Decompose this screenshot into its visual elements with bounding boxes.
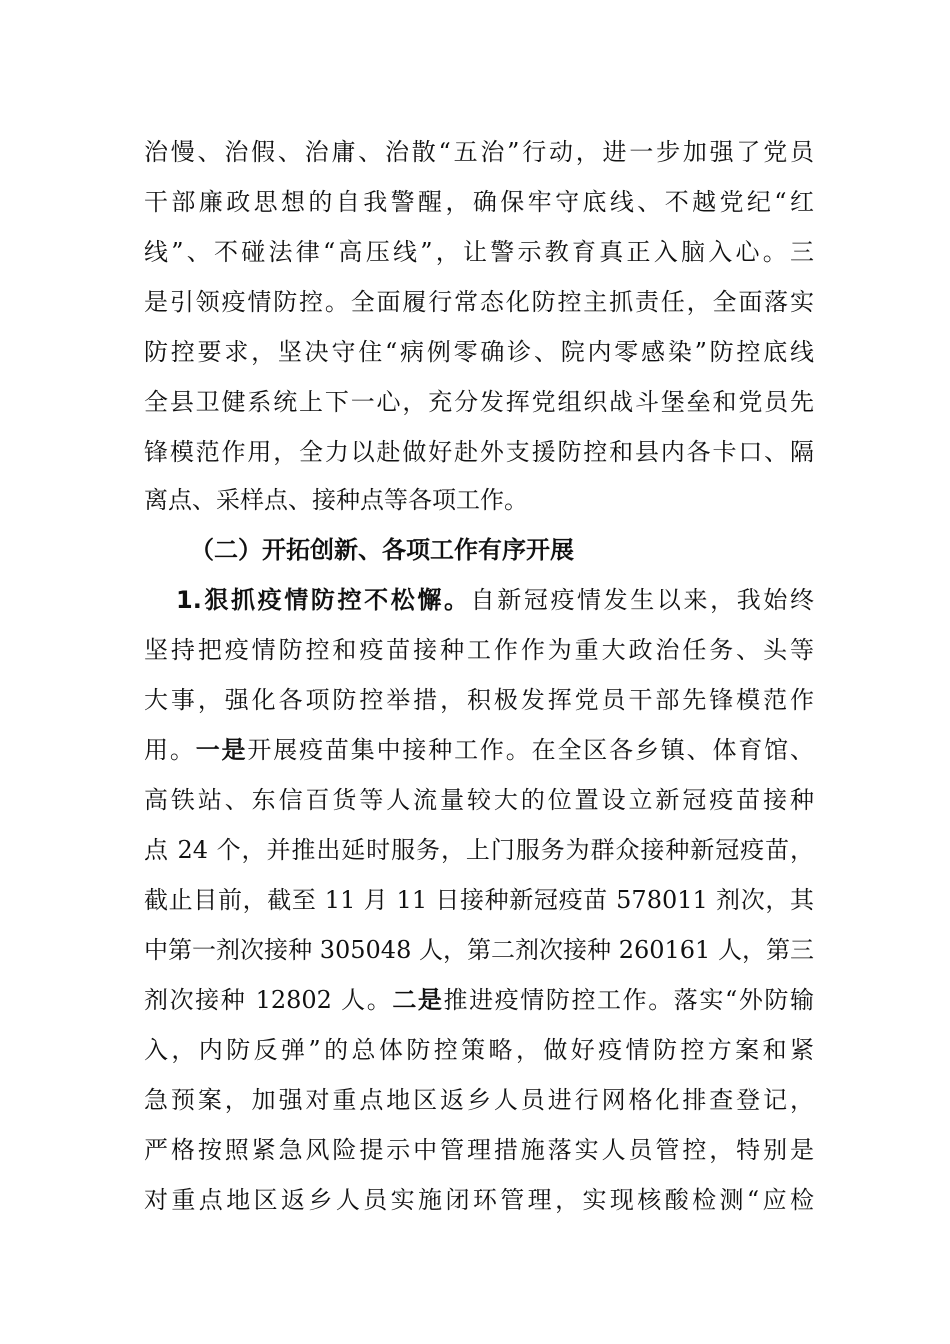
paragraph-line: 防控要求，坚决守住“病例零确诊、院内零感染”防控底线 xyxy=(144,338,814,366)
paragraph-line: 急预案，加强对重点地区返乡人员进行网格化排查登记， xyxy=(144,1086,814,1114)
item-text: 自新冠疫情发生以来，我始终 xyxy=(470,586,814,614)
paragraph-line: 严格按照紧急风险提示中管理措施落实人员管控，特别是 xyxy=(144,1136,814,1164)
paragraph-line xyxy=(144,728,814,772)
emphasis-label: 二是 xyxy=(392,986,444,1014)
paragraph-line: 截止目前，截至 11 月 11 日接种新冠疫苗 578011 剂次，其 xyxy=(144,886,814,914)
paragraph-line: 治慢、治假、治庸、治散“五治”行动，进一步加强了党员 xyxy=(144,138,814,166)
paragraph-line: 干部廉政思想的自我警醒，确保牢守底线、不越党纪“红 xyxy=(144,188,814,216)
paragraph-line: 点 24 个，并推出延时服务，上门服务为群众接种新冠疫苗， xyxy=(144,836,814,864)
paragraph-line: 大事，强化各项防控举措，积极发挥党员干部先锋模范作 xyxy=(144,686,814,714)
paragraph-line: 离点、采样点、接种点等各项工作。 xyxy=(144,486,528,514)
text-run: 用。 xyxy=(144,736,196,764)
paragraph-line: 坚持把疫情防控和疫苗接种工作作为重大政治任务、头等 xyxy=(144,636,814,664)
section-heading: （二）开拓创新、各项工作有序开展 xyxy=(190,536,574,564)
paragraph-line: 是引领疫情防控。全面履行常态化防控主抓责任，全面落实 xyxy=(144,288,814,316)
text-run: 剂次接种 12802 人。 xyxy=(144,986,393,1014)
paragraph-line xyxy=(144,978,814,1022)
paragraph-line: 全县卫健系统上下一心，充分发挥党组织战斗堡垒和党员先 xyxy=(144,388,814,416)
emphasis-label: 一是 xyxy=(195,736,248,764)
paragraph-line: 入，内防反弹”的总体防控策略，做好疫情防控方案和紧 xyxy=(144,1036,814,1064)
item-heading-line xyxy=(176,578,814,622)
paragraph-line: 线”、不碰法律“高压线”，让警示教育真正入脑入心。三 xyxy=(144,238,814,266)
paragraph-line: 对重点地区返乡人员实施闭环管理，实现核酸检测“应检 xyxy=(144,1186,814,1214)
paragraph-line: 中第一剂次接种 305048 人，第二剂次接种 260161 人，第三 xyxy=(144,936,814,964)
text-run: 开展疫苗集中接种工作。在全区各乡镇、体育馆、 xyxy=(247,736,814,764)
text-run: 推进疫情防控工作。落实“外防输 xyxy=(443,986,814,1014)
item-title: 1.狠抓疫情防控不松懈。 xyxy=(176,586,471,614)
paragraph-line: 锋模范作用，全力以赴做好赴外支援防控和县内各卡口、隔 xyxy=(144,438,814,466)
paragraph-line: 高铁站、东信百货等人流量较大的位置设立新冠疫苗接种 xyxy=(144,786,814,814)
